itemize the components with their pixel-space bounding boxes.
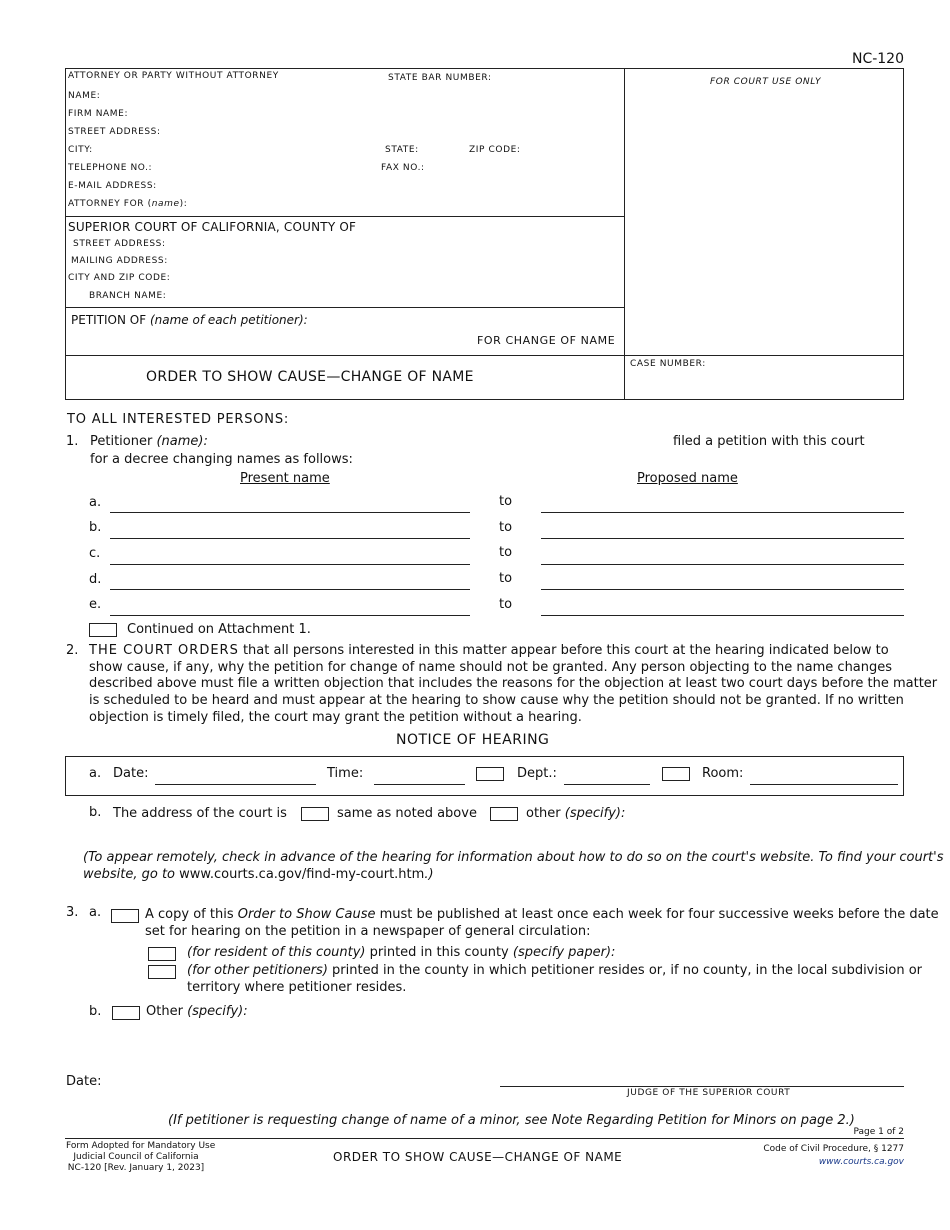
court-orders-line1: THE COURT ORDERS that all persons interested in this matter appear before this court at the hearing indicated below to bbox=[89, 643, 889, 658]
to-all-interested: TO ALL INTERESTED PERSONS: bbox=[67, 412, 290, 427]
attorney-for-label: ATTORNEY FOR (name): bbox=[68, 199, 188, 209]
court-orders-line5: objection is timely filed, the court may grant the petition without a hearing. bbox=[89, 710, 582, 725]
order-title: ORDER TO SHOW CAUSE—CHANGE OF NAME bbox=[146, 369, 474, 385]
proposed-name-field[interactable] bbox=[541, 512, 904, 513]
courts-website-link[interactable]: www.courts.ca.gov bbox=[818, 1157, 904, 1167]
court-city-zip-label: CITY AND ZIP CODE: bbox=[68, 273, 171, 283]
room-label: Room: bbox=[702, 766, 744, 781]
case-number-label: CASE NUMBER: bbox=[630, 359, 706, 369]
petition-of-label: PETITION OF (name of each petitioner): bbox=[71, 313, 308, 327]
publish-text-line1: A copy of this Order to Show Cause must be published at least once each week for four successive weeks before the date bbox=[145, 907, 939, 922]
row-letter: b. bbox=[89, 520, 102, 535]
form-adopted-block: Form Adopted for Mandatory Use Judicial Council of California NC-120 [Rev. January 1, 2023] bbox=[66, 1141, 216, 1173]
hearing-b-letter: b. bbox=[89, 805, 102, 820]
row-to: to bbox=[499, 520, 513, 535]
publish-text-line2: set for hearing on the petition in a newspaper of general circulation: bbox=[145, 924, 591, 939]
notice-of-hearing-title: NOTICE OF HEARING bbox=[396, 732, 550, 748]
present-name-field[interactable] bbox=[110, 512, 470, 513]
decree-text: for a decree changing names as follows: bbox=[90, 452, 353, 467]
telephone-label: TELEPHONE NO.: bbox=[68, 163, 153, 173]
proposed-name-field[interactable] bbox=[541, 615, 904, 616]
email-label: E-MAIL ADDRESS: bbox=[68, 181, 157, 191]
form-number: NC-120 bbox=[851, 51, 904, 67]
present-name-field[interactable] bbox=[110, 538, 470, 539]
other-address-checkbox[interactable] bbox=[490, 807, 518, 821]
court-street-label: STREET ADDRESS: bbox=[73, 239, 166, 249]
court-branch-label: BRANCH NAME: bbox=[89, 291, 167, 301]
row-letter: e. bbox=[89, 597, 102, 612]
filed-petition-text: filed a petition with this court bbox=[673, 434, 865, 449]
row-to: to bbox=[499, 545, 513, 560]
resident-label: (for resident of this county) printed in this county (specify paper): bbox=[187, 945, 616, 960]
item-1-number: 1. bbox=[66, 434, 79, 449]
court-orders-line2: show cause, if any, why the petition for change of name should not be granted. Any person objecting to the name changes bbox=[89, 660, 893, 675]
name-label: NAME: bbox=[68, 91, 101, 101]
proposed-name-field[interactable] bbox=[541, 564, 904, 565]
other-address-label: other (specify): bbox=[526, 806, 626, 821]
petitioner-label: Petitioner (name): bbox=[90, 434, 208, 449]
row-letter: c. bbox=[89, 546, 101, 561]
time-label: Time: bbox=[327, 766, 364, 781]
street-address-label: STREET ADDRESS: bbox=[68, 127, 161, 137]
resident-checkbox[interactable] bbox=[148, 947, 176, 961]
code-citation: Code of Civil Procedure, § 1277 bbox=[763, 1144, 904, 1154]
remote-note-line2: website, go to www.courts.ca.gov/find-my-court.htm.) bbox=[83, 867, 434, 882]
item-3a-letter: a. bbox=[89, 905, 102, 920]
other-publish-checkbox[interactable] bbox=[112, 1006, 140, 1020]
proposed-name-field[interactable] bbox=[541, 589, 904, 590]
fax-label: FAX NO.: bbox=[381, 163, 425, 173]
continued-checkbox[interactable] bbox=[89, 623, 117, 637]
court-mailing-label: MAILING ADDRESS: bbox=[71, 256, 168, 266]
row-to: to bbox=[499, 597, 513, 612]
court-use-label: FOR COURT USE ONLY bbox=[710, 77, 822, 87]
item-3-number: 3. bbox=[66, 905, 79, 920]
other-petitioners-line1: (for other petitioners) printed in the county in which petitioner resides or, if no county, in the local subdivision or bbox=[187, 963, 922, 978]
minor-note: (If petitioner is requesting change of name of a minor, see Note Regarding Petition for Minors on page 2.) bbox=[168, 1113, 855, 1128]
remote-note-line1: (To appear remotely, check in advance of the hearing for information about how to do so on the court's website. To find your court's bbox=[83, 850, 944, 865]
proposed-name-field[interactable] bbox=[541, 538, 904, 539]
hearing-a-letter: a. bbox=[89, 766, 102, 781]
city-label: CITY: bbox=[68, 145, 93, 155]
state-bar-label: STATE BAR NUMBER: bbox=[388, 73, 492, 83]
room-field[interactable] bbox=[750, 784, 898, 785]
signature-date-label: Date: bbox=[66, 1074, 102, 1089]
dept-field[interactable] bbox=[564, 784, 650, 785]
court-orders-line4: is scheduled to be heard and must appear at the hearing to show cause why the petition should not be granted. If no written bbox=[89, 693, 904, 708]
date-field[interactable] bbox=[155, 784, 316, 785]
row-letter: a. bbox=[89, 495, 102, 510]
present-name-field[interactable] bbox=[110, 615, 470, 616]
other-publish-label: Other (specify): bbox=[146, 1004, 248, 1019]
footer-title: ORDER TO SHOW CAUSE—CHANGE OF NAME bbox=[333, 1150, 623, 1164]
footer-rule bbox=[65, 1138, 904, 1139]
item-2-number: 2. bbox=[66, 643, 79, 658]
continued-label: Continued on Attachment 1. bbox=[127, 622, 311, 637]
present-name-field[interactable] bbox=[110, 589, 470, 590]
judge-label: JUDGE OF THE SUPERIOR COURT bbox=[627, 1088, 791, 1098]
same-address-checkbox[interactable] bbox=[301, 807, 329, 821]
time-field[interactable] bbox=[374, 784, 465, 785]
zip-code-label: ZIP CODE: bbox=[469, 145, 521, 155]
find-court-link[interactable]: www.courts.ca.gov/find-my-court.htm bbox=[179, 867, 425, 882]
date-label: Date: bbox=[113, 766, 149, 781]
judge-signature-line[interactable] bbox=[500, 1086, 904, 1087]
dept-label: Dept.: bbox=[517, 766, 557, 781]
page-number: Page 1 of 2 bbox=[853, 1127, 904, 1137]
other-petitioners-line2: territory where petitioner resides. bbox=[187, 980, 407, 995]
item-3b-letter: b. bbox=[89, 1004, 102, 1019]
present-name-field[interactable] bbox=[110, 564, 470, 565]
time-ampm-checkbox[interactable] bbox=[476, 767, 504, 781]
row-to: to bbox=[499, 571, 513, 586]
publish-checkbox[interactable] bbox=[111, 909, 139, 923]
row-letter: d. bbox=[89, 572, 102, 587]
address-label: The address of the court is bbox=[113, 806, 287, 821]
caption-box bbox=[65, 68, 904, 400]
proposed-name-header: Proposed name bbox=[637, 471, 738, 486]
firm-name-label: FIRM NAME: bbox=[68, 109, 129, 119]
for-change-of-name: FOR CHANGE OF NAME bbox=[477, 334, 616, 347]
same-address-label: same as noted above bbox=[337, 806, 477, 821]
other-petitioners-checkbox[interactable] bbox=[148, 965, 176, 979]
present-name-header: Present name bbox=[240, 471, 330, 486]
state-label: STATE: bbox=[385, 145, 419, 155]
court-title: SUPERIOR COURT OF CALIFORNIA, COUNTY OF bbox=[68, 220, 357, 234]
dept-checkbox[interactable] bbox=[662, 767, 690, 781]
attorney-label: ATTORNEY OR PARTY WITHOUT ATTORNEY bbox=[68, 71, 279, 81]
court-orders-line3: described above must file a written objection that includes the reasons for the objection at least two court days before the matter bbox=[89, 676, 938, 691]
row-to: to bbox=[499, 494, 513, 509]
